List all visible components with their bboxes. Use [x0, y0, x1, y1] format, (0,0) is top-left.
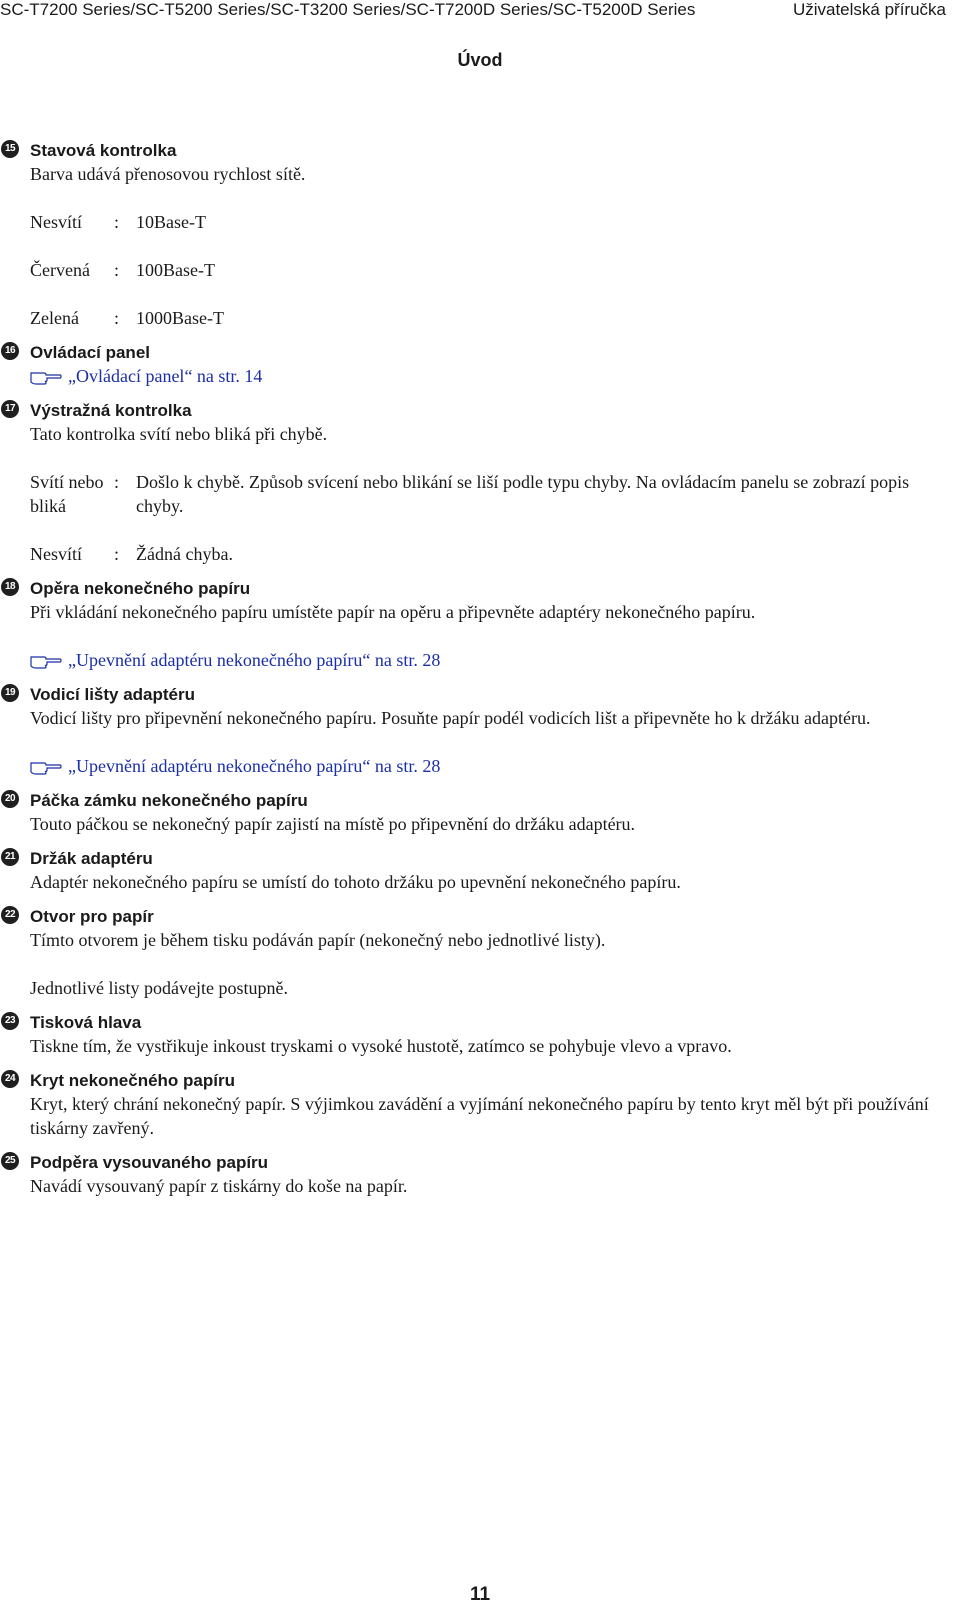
item-title: Ovládací panel — [30, 343, 150, 362]
row-value: 100Base-T — [136, 260, 215, 280]
status-row — [30, 542, 950, 566]
item-number-badge: 25 — [1, 1152, 19, 1170]
status-row — [30, 210, 950, 234]
item-number-badge: 22 — [1, 906, 19, 924]
item-title: Držák adaptéru — [30, 849, 153, 868]
item-number-badge: 20 — [1, 790, 19, 808]
item-title: Vodicí lišty adaptéru — [30, 685, 196, 704]
item-title: Výstražná kontrolka — [30, 401, 192, 420]
item-number-badge: 23 — [1, 1012, 19, 1030]
item-number-badge: 19 — [1, 684, 19, 702]
item-number-badge: 16 — [1, 342, 19, 360]
row-separator: : — [114, 260, 120, 280]
item-title: Otvor pro papír — [30, 907, 154, 926]
cross-reference-link[interactable] — [30, 648, 950, 672]
pointing-hand-icon — [30, 651, 62, 669]
item-title: Opěra nekonečného papíru — [30, 579, 251, 598]
row-separator: : — [114, 308, 120, 328]
item-title: Páčka zámku nekonečného papíru — [30, 791, 308, 810]
row-value: 10Base-T — [136, 212, 206, 232]
item-number-badge: 21 — [1, 848, 19, 866]
item-title: Tisková hlava — [30, 1013, 142, 1032]
status-row — [30, 258, 950, 282]
item-text: Tiskne tím, že vystřikuje inkoust tryskami o vysoké hustotě, zatímco se pohybuje vlevo a vpravo. — [30, 1036, 732, 1056]
link-text[interactable]: „Upevnění adaptéru nekonečného papíru“ na str. 28 — [68, 650, 441, 670]
row-value: Žádná chyba. — [136, 544, 233, 564]
cross-reference-link[interactable] — [30, 754, 950, 778]
item-text: Při vkládání nekonečného papíru umístěte papír na opěru a připevněte adaptéry nekonečného papíru. — [30, 602, 756, 622]
section-title: Úvod — [457, 50, 503, 70]
item-text-secondary: Jednotlivé listy podávejte postupně. — [30, 978, 288, 998]
row-value: 1000Base-T — [136, 308, 224, 328]
page-number: 11 — [469, 1584, 491, 1605]
page-header — [0, 0, 960, 28]
row-key: Zelená — [30, 308, 79, 328]
row-key: Nesvítí — [30, 212, 82, 232]
status-row — [30, 470, 950, 518]
item-warning-light — [0, 400, 950, 566]
item-adapter-guides — [0, 684, 950, 778]
item-adapter-holder — [0, 848, 950, 894]
pointing-hand-icon — [30, 757, 62, 775]
item-paper-slot — [0, 906, 950, 1000]
cross-reference-link[interactable] — [30, 364, 950, 388]
row-key: Červená — [30, 260, 90, 280]
item-text: Touto páčkou se nekonečný papír zajistí na místě po připevnění do držáku adaptéru. — [30, 814, 636, 834]
item-continuous-paper-rest — [0, 578, 950, 672]
item-title: Kryt nekonečného papíru — [30, 1071, 235, 1090]
item-number-badge: 18 — [1, 578, 19, 596]
link-text[interactable]: „Upevnění adaptéru nekonečného papíru“ na str. 28 — [68, 756, 441, 776]
row-separator: : — [114, 472, 120, 492]
item-text: Kryt, který chrání nekonečný papír. S výjimkou zavádění a vyjímání nekonečného papíru by tento kryt měl být při používání tiskárny zavřený. — [30, 1094, 929, 1138]
item-text: Adaptér nekonečného papíru se umístí do tohoto držáku po upevnění nekonečného papíru. — [30, 872, 681, 892]
item-text: Tato kontrolka svítí nebo bliká při chybě. — [30, 424, 328, 444]
item-roll-paper-cover — [0, 1070, 950, 1140]
item-list — [0, 140, 950, 1198]
item-text: Navádí vysouvaný papír z tiskárny do koše na papír. — [30, 1176, 408, 1196]
row-key: Svítí nebo bliká — [30, 472, 104, 516]
document-title: Uživatelská příručka — [792, 0, 946, 19]
item-number-badge: 17 — [1, 400, 19, 418]
item-lock-lever — [0, 790, 950, 836]
item-text: Barva udává přenosovou rychlost sítě. — [30, 164, 306, 184]
series-title: SC-T7200 Series/SC-T5200 Series/SC-T3200 Series/SC-T7200D Series/SC-T5200D Series — [0, 0, 696, 19]
item-print-head — [0, 1012, 950, 1058]
pointing-hand-icon — [30, 367, 62, 385]
row-separator: : — [114, 544, 120, 564]
item-control-panel — [0, 342, 950, 388]
row-value: Došlo k chybě. Způsob svícení nebo blikání se liší podle typu chyby. Na ovládacím panelu se zobrazí popis chyby. — [136, 472, 910, 516]
item-number-badge: 15 — [1, 140, 19, 158]
link-text[interactable]: „Ovládací panel“ na str. 14 — [68, 366, 263, 386]
item-text: Tímto otvorem je během tisku podáván papír (nekonečný nebo jednotlivé listy). — [30, 930, 606, 950]
status-row — [30, 306, 950, 330]
item-title: Podpěra vysouvaného papíru — [30, 1153, 269, 1172]
item-status-light — [0, 140, 950, 330]
item-text: Vodicí lišty pro připevnění nekonečného papíru. Posuňte papír podél vodicích lišt a připevněte ho k držáku adaptéru. — [30, 708, 871, 728]
item-title: Stavová kontrolka — [30, 141, 177, 160]
row-key: Nesvítí — [30, 544, 82, 564]
row-separator: : — [114, 212, 120, 232]
item-output-support — [0, 1152, 950, 1198]
item-number-badge: 24 — [1, 1070, 19, 1088]
